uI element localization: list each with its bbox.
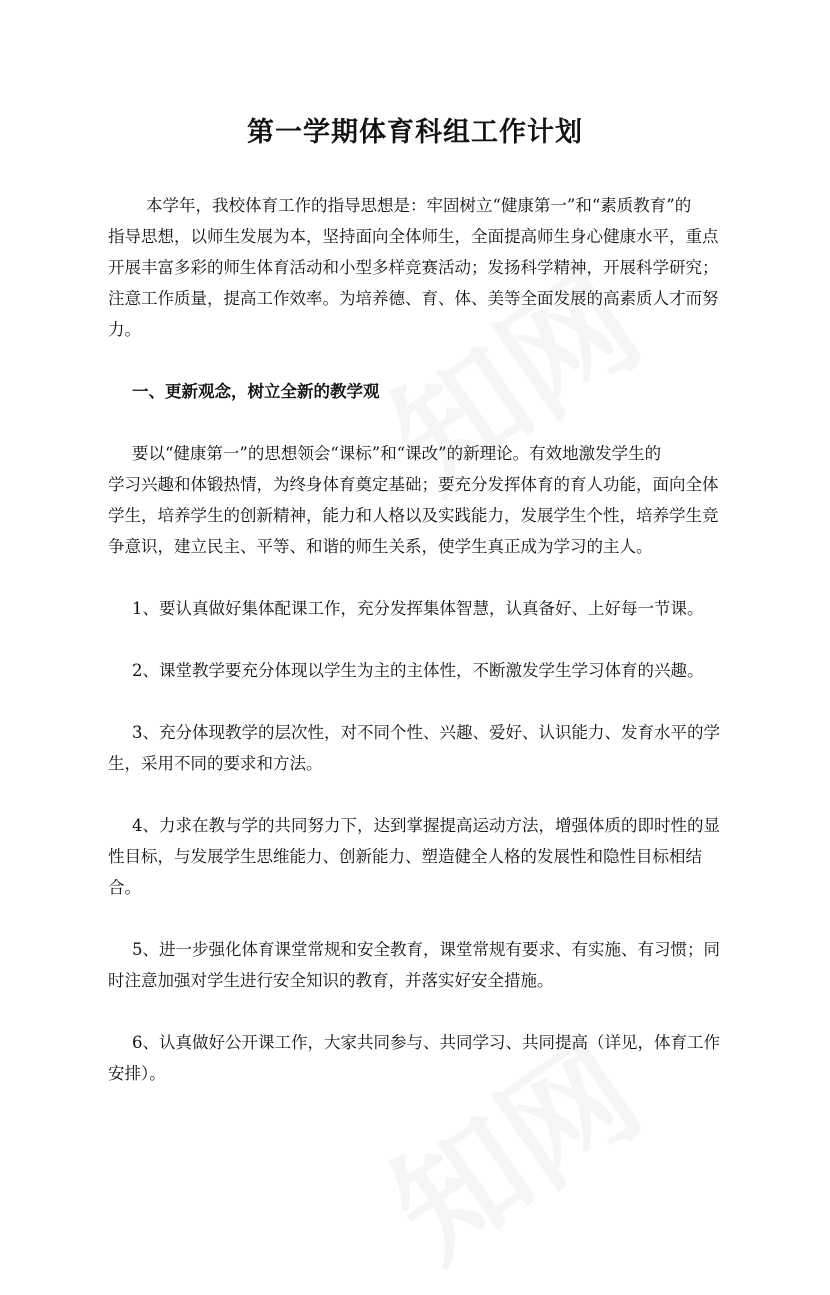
paragraph-line: 力。 xyxy=(108,320,141,339)
paragraph-line: 学生，培养学生的创新精神，能力和人格以及实践能力，发展学生个性，培养学生竞 xyxy=(108,506,719,525)
paragraph-line: 时注意加强对学生进行安全知识的教育，并落实好安全措施。 xyxy=(108,971,554,990)
paragraph-line: 3、充分体现教学的层次性，对不同个性、兴趣、爱好、认识能力、发育水平的学 xyxy=(132,723,720,742)
paragraph xyxy=(108,1027,738,1089)
paragraph-line: 生，采用不同的要求和方法。 xyxy=(108,754,323,773)
paragraph xyxy=(108,934,738,996)
paragraph-line: 2、课堂教学要充分体现以学生为主的主体性，不断激发学生学习体育的兴趣。 xyxy=(132,661,704,680)
paragraph xyxy=(108,655,738,686)
document-title: 第一学期体育科组工作计划 xyxy=(247,117,583,148)
paragraph-line: 性目标，与发展学生思维能力、创新能力、塑造健全人格的发展性和隐性目标相结 xyxy=(108,847,702,866)
paragraph xyxy=(108,810,738,903)
paragraph-line: 争意识，建立民主、平等、和谐的师生关系，使学生真正成为学习的主人。 xyxy=(108,537,653,556)
document-body xyxy=(108,190,738,1120)
paragraph-line: 注意工作质量，提高工作效率。为培养德、育、体、美等全面发展的高素质人才而努 xyxy=(108,289,719,308)
paragraph xyxy=(108,717,738,779)
paragraph-line: 1、要认真做好集体配课工作，充分发挥集体智慧，认真备好、上好每一节课。 xyxy=(132,599,704,618)
paragraph-line: 5、进一步强化体育课堂常规和安全教育，课堂常规有要求、有实施、有习惯；同 xyxy=(132,940,720,959)
paragraph-line: 开展丰富多彩的师生体育活动和小型多样竞赛活动；发扬科学精神，开展科学研究； xyxy=(108,258,719,277)
paragraph-line: 4、力求在教与学的共同努力下，达到掌握提高运动方法，增强体质的即时性的显 xyxy=(132,816,720,835)
paragraph-line: 合。 xyxy=(108,878,141,897)
paragraph-line: 要以“健康第一”的思想领会“课标”和“课改”的新理论。有效地激发学生的 xyxy=(132,444,662,463)
section-heading: 一、更新观念，树立全新的教学观 xyxy=(132,382,380,401)
paragraph-line: 学习兴趣和体锻热情，为终身体育奠定基础；要充分发挥体育的育人功能，面向全体 xyxy=(108,475,719,494)
paragraph-line: 指导思想，以师生发展为本，坚持面向全体师生，全面提高师生身心健康水平，重点 xyxy=(108,227,719,246)
paragraph xyxy=(108,593,738,624)
paragraph xyxy=(108,438,738,562)
paragraph-line: 6、认真做好公开课工作，大家共同参与、共同学习、共同提高（详见，体育工作 xyxy=(132,1033,720,1052)
paragraph-line: 本学年，我校体育工作的指导思想是：牢固树立“健康第一”和“素质教育”的 xyxy=(146,196,692,215)
paragraph-line: 安排）。 xyxy=(108,1064,166,1083)
paragraph xyxy=(108,190,738,345)
